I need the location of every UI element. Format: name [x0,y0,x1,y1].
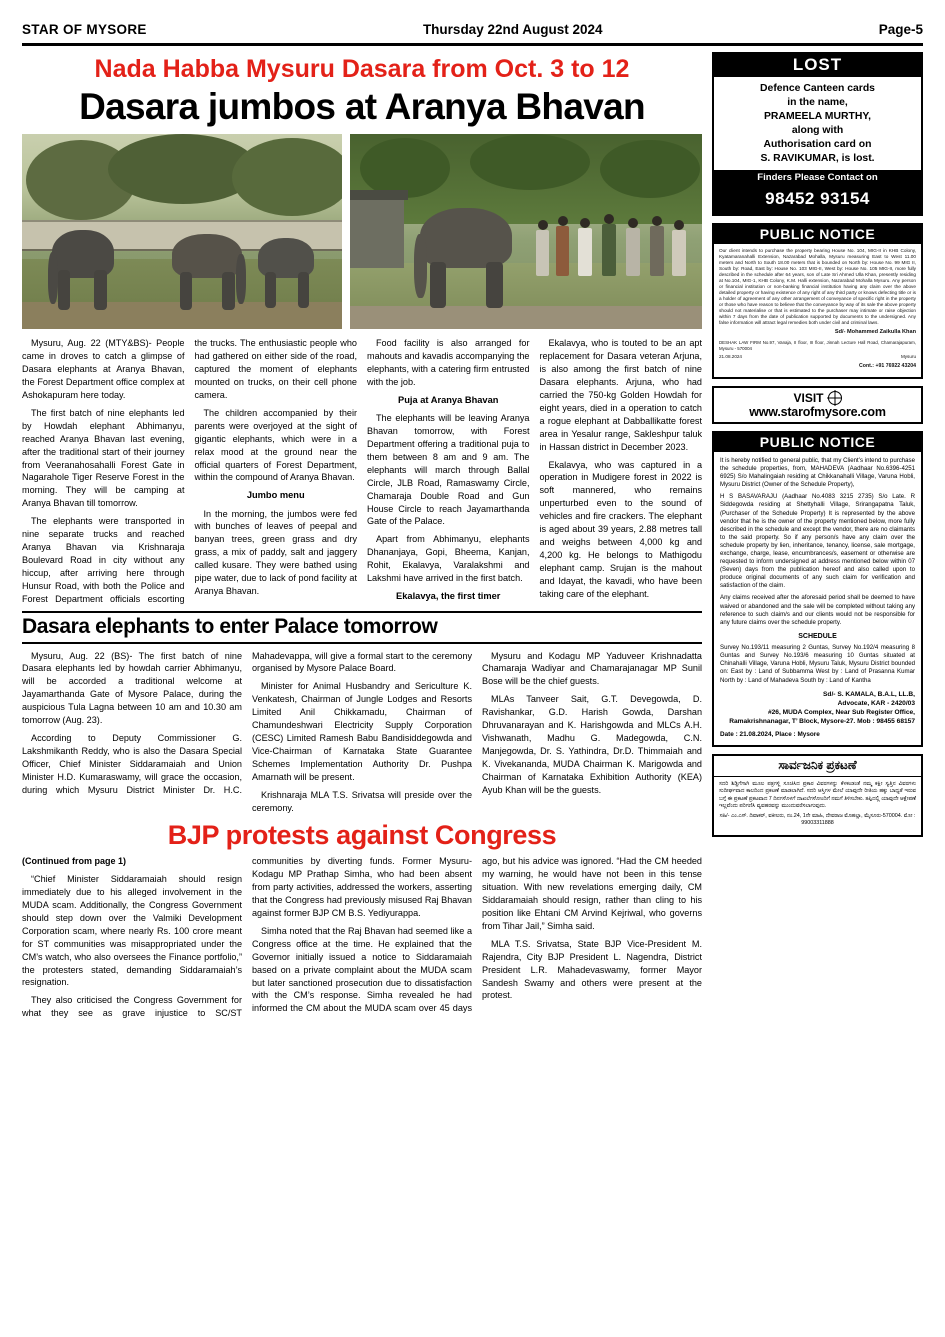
advocate-role: Advocate, KAR - 2420/03 [837,699,915,707]
lost-line: in the name, [787,96,848,108]
lost-title: LOST [714,54,921,77]
kannada-notice-body [714,777,921,835]
photo-elephants-at-compound [22,134,342,329]
paragraph: Mysuru, Aug. 22 (MTY&BS)- People came in droves to catch a glimpse of Dasara elephants at Aranya Bhavan, the Forest Department office complex at Ashokapuram here today. [22,338,185,400]
lost-phone-number[interactable]: 98452 93154 [714,186,921,214]
public-notice-1-body [714,244,921,377]
public-notice-1 [712,223,923,379]
kannada-notice-text: ಸದರಿ ಶಿಡ್ಲಿಗೆಗಾಗಿ ಮೂಲ ಪತ್ರಗಳ್ಲಿ ಸೂಚಿಸಿದ ಪ್ರಕಾರ ವಿವರಗಳನ್ನು ಕೆಳಕಂಡಂತೆ ನಮ್ಮ ಕಕ್ಷೀ ಸ್ವತ್ತಿನ ವಿವರಗಳು ಸುದೀರ್ಘವಾದ ಕಾಲದಿಂದ ಪ್ರಕಟಣೆ ಮಾಡಲಾಗಿದೆ. ಸದರಿ ಆಸ್ತಿಗಳ ಮೇಲೆ ಯಾವುದೇ ರೀತಿಯ ಹಕ್ಕು ಬಾಧ್ಯತೆ ಇರುವ ಬಗ್ಗೆ ಈ ಪ್ರಕಟಣೆ ಪ್ರಕಟವಾದ 7 ದಿನಗಳೊಳಗೆ ದಾಖಲೆಗಳೋಂದಿಗೆ ನಮಗೆ ತಿಳಿಸಬೇಕು. ತಪ್ಪಿದಲ್ಲಿ ಯಾವುದೇ ಆಕ್ಷೇಪಣೆ ಇಲ್ಲವೆಂದು ಪರಿಗಣಿಸಿ ವ್ಯವಹರವನ್ನು ಮುಂದುವರೆಸಲಾಗುವುದು. [719,780,916,809]
continued-from-note: (Continued from page 1) [22,856,126,867]
notice-2-dateline: Date : 21.08.2024, Place : Mysore [720,731,820,739]
paragraph: “Chief Minister Siddaramaiah should resign immediately due to his alleged involvement in the MUDA scam. Additionally, the Congress Government should step down over the Valmiki Development Corporation scam, where nearly Rs. 100 crore meant for ST communities was misappropriated under the CM’s watch, who also oversees the Finance portfolio,” the protesters stated, demanding Siddaramaiah’s resignation. [22,874,242,988]
public-notice-2-body [714,452,921,745]
issue-date: Thursday 22nd August 2024 [422,22,603,37]
paragraph: The first batch of nine elephants led by Howdah elephant Abhimanyu, reached Aranya Bhavan last evening, after the traditional start of their journey from Veeranahosahalli Forest Gate in Nagarahole Tiger Reserve Forest in the morning. They will be camping at Aranya Bhavan till tomorrow. [22,407,185,509]
paragraph: Mysuru and Kodagu MP Yaduveer Krishnadatta Chamaraja Wadiyar and Chamarajanagar MP Sunil Bose will be the chief guests. [482,650,702,687]
paragraph: Krishnaraja MLA T.S. Srivatsa will preside over the ceremony. [252,789,472,813]
paragraph: The elephants will be leaving Aranya Bhavan tomorrow, with Forest Department offering a traditional puja to them between 8 am and 9 am. The elephants will march through Ballal Circle, JLB Road, Ramaswamy Circle, Chamaraja Double Road and Gun House Circle to reach Jayamarthanda Gate of the Palace. [367,413,530,527]
photo-elephant-unloading [350,134,702,329]
schedule-body: Survey No.193/11 measuring 2 Guntas, Survey No.192/4 measuring 8 Guntas and Survey No.193/6 measuring 10 Guntas situated at Chinahalli Village, Varuna Hobli, Mysuru Taluk, Mysuru District bounded on: East by : Land of Subbamma West by : Land of Prasanna Kumar North by : Land of Mahadeva South by : Land of Kantha [720,644,915,684]
public-notice-2 [712,431,923,747]
page-number: Page-5 [878,22,923,37]
lead-article-body [22,337,702,605]
page-body [18,46,927,1020]
advocate-name: Sd/- S. KAMALA, [823,690,876,698]
paragraph: In the morning, the jumbos were fed with bunches of leaves of peepal and banyan trees, green grass and dry grass, a mix of paddy, salt and jaggery called kusare. They were bathed using pipe water, due to lack of pond facility at Aranya Bhavan. [194,508,357,596]
schedule-title: SCHEDULE [798,632,837,640]
paragraph: Minister for Animal Husbandry and Sericulture K. Venkatesh, Chairman of Jungle Lodges and Resorts Limited Anil Chikkamadu, Chairman of Chamundeshwari Electricity Supply Corporation (CESC) Limited Ramesh Babu Bandisiddegowda and Vice-Chairman of Karnataka State Guarantee Schemes Implementation Authority Dr. Pushpa Amarnath will be present. [252,681,472,782]
kannada-notice-signature: ಸಹಿ/- ಎಂ.ಎಸ್. ದಿವಾಕರ್, ವಕೀಲರು, ನಂ.24, 1ನೇ ಮಾಹಿ, ದೇವರಾಜ ಮೊಹಲ್ಲಾ, ಮೈಸೂರು-570004. ಮೋ : 99003311888 [719,813,916,827]
lost-advertisement [712,52,923,216]
notice-after-clause: Any claims received after the aforesaid period shall be deemed to have waived or abandoned and the sale will be completed without taking any reference to such claim/s and our clients would not be responsible for any future claims over the schedule property. [720,594,915,626]
kannada-notice-title: ಸಾರ್ವಜನಿಕ ಪ್ರಕಟಣೆ [714,756,921,777]
third-story-body [22,855,702,1020]
paragraph: Food facility is also arranged for mahouts and kavadis accompanying the elephants, with a catering firm entrusted with the job. [367,338,530,388]
classifieds-column [712,52,923,1020]
notice-intro: It is hereby notified to general public, that my Client’s intend to purchase the schedule properties, from, MAHADEVA (Aadhaar No.6396-4251 6925) S/o Mahalingaiah residing at Chikkanahalli Village, Varuna Hobli, Mysuru District (Owner of the Schedule Property), [720,456,915,489]
advocate-signature [720,690,915,727]
lost-line: Authorisation card on [763,138,872,150]
notice-firm: DESHAK LAW FIRM No.97, Vanaja, II floor, III floor, Jinnah Lecture Hall Road, Chamarajapuram, Mysuru - 570004 [719,339,916,351]
paragraph: Ekalavya, who is touted to be an apt replacement for Dasara veteran Arjuna, is also among the first batch of nine Dasara elephants. Arjuna, who had carried the 750-kg Golden Howdah for eight years, died in a operation to catch a rogue elephant at Dabballikatte forest area in Yesalur range, Sakleshpur taluk in Hassan district in December 2023. [539,338,702,452]
paragraph: Ekalavya, who was captured in a operation in Mudigere forest in 2022 is soft mannered, who remains unperturbed even to the sound of vehicles and fire crackers. The elephant is aged about 39 years, 2.88 metres tall and weighs between 4,000 kg and 4,200 kg. He belongs to Mathigodu elephant camp. Srujan is the mahout and Idayat, the kavadi, who have been taking care of the elephant. [539,459,702,599]
visit-label: VISIT [793,390,824,405]
notice-contact: Cont.: +91 76922 43204 [859,363,916,370]
notice-date: 21.08.2024 [719,354,742,360]
photo-row [22,134,702,329]
website-url[interactable]: www.starofmysore.com [749,404,886,419]
main-content [22,52,702,1020]
third-story-headline: BJP protests against Congress [167,820,557,851]
paragraph: They also criticised the Congress Government for what they see as grave injustice to SC/ST communities by diverting funds. Former Mysuru-Kodagu MP Prathap Simha, who had been absent from party activities, addressed the workers, asserting that the Congress had previously misused Raj Bhavan against former BJP CM B.S. Yediyurappa. [22,856,472,1019]
finder-contact-line: Finders Please Contact on [714,170,921,187]
second-story-body [22,650,702,815]
lost-line: PRAMEELA MURTHY, [764,110,871,122]
lost-line: Defence Canteen cards [760,83,875,94]
paragraph: The children accompanied by their parents were overjoyed at the sight of gigantic elephants, which were in a relax mood at the ground near the official quarters of Forest Department, within the compound of Aranya Bhavan. [194,407,357,483]
lost-line: along with [791,124,844,136]
lead-headline: Dasara jumbos at Aranya Bhavan [79,85,645,127]
paragraph: MLA T.S. Srivatsa, State BJP Vice-President M. Rajendra, City BJP President L. Nagendra, District President L.R. Mahadevaswamy, former Mayor Sandesh Swamy and others were present at the protest. [482,938,702,1001]
paragraph: The elephants were transported in nine separate trucks and reached Aranya Bhavan via Krishnaraja Boulevard Road in city without any hiccup, after arriving here through Hunsur Road, with both the Police and Forest Department officials escorting the trucks. The enthusiastic people who had gathered on either side of the road, captured the moment of elephants mounted on trucks, on their cell phone camera. [22,338,357,604]
website-promo[interactable] [712,386,923,424]
notice-place: Mysuru [900,354,916,360]
subhead-puja: Puja at Aranya Bhavan [398,394,499,405]
advocate-address: #26, MUDA Complex, Near Sub Register Office, Ramakrishnanagar, T’ Block, Mysore-27. Mob : 98455 68157 [729,709,915,726]
subhead-jumbo-menu: Jumbo menu [246,490,305,501]
paragraph: According to Deputy Commissioner G. Lakshmikanth Reddy, who is also the Dasara Special Officer, Chief Minister Siddaramaiah and Union Minister H.D. Kumaraswamy, will grace the occasion, during which Mysuru District Minister Dr. H.C. Mahadevappa, will give a formal start to the ceremony organised by Mysore Palace Board. [22,650,472,795]
subhead-ekalavya: Ekalavya, the first timer [396,590,501,601]
masthead [18,0,927,43]
paragraph: Simha noted that the Raj Bhavan had seemed like a Congress office at the time. He explained that the Governor initially issued a notice to Siddaramaiah based on a private complaint about the MUDA scam but later sanctioned prosecution due to dissatisfaction with the CM’s response. Simha revealed he had informed the CM about the MUDA scam over 45 days ago, but his advice was ignored. “Had the CM heeded my warning, he would have not been in this tense situation. With new revelations emerging daily, CM Siddaramaiah should resign, rather than cling to his position like Ehtani CM Arvind Kejriwal, who governs from Tihar Jail,” Simha said. [252,856,702,1014]
paragraph: MLAs Tanveer Sait, G.T. Devegowda, D. Ravishankar, G.D. Harish Gowda, Darshan Dhruvanarayan and K. Harishgowda and MLCs A.H. Vishwanath, Madhu G. Madegowda, C.N. Manjegowda, Dr. S. Yathindra, Dr.D. Thimmaiah and K. Vivekananda, MUDA Chairman K. Marigowda and Chairman of Karnataka Exhibition Authority (KEA) Ayub Khan will be the guests. [482,694,702,795]
publication-title: STAR OF MYSORE [22,22,147,37]
kannada-public-notice [712,754,923,837]
public-notice-1-title: PUBLIC NOTICE [714,225,921,244]
second-story-headline: Dasara elephants to enter Palace tomorrow [22,611,702,643]
advocate-qualification: B.A.L, LL.B, [877,690,915,698]
lost-body [714,77,921,214]
paragraph: Mysuru, Aug. 22 (BS)- The first batch of nine Dasara elephants led by howdah carrier Abhimanyu, will be accorded a traditional welcome at Jayamarthanda Gate of Mysore Palace, during the auspicious Tula Lagna between 10 am and 10.30 am tomorrow (Aug. 23). [22,650,242,726]
lost-line: S. RAVIKUMAR, is lost. [760,152,875,164]
notice-owner-2: H S BASAVARAJU (Aadhaar No.4083 3215 2735) S/o Late. R Siddegowda residing at Shettyhalli Village, Srirangapatna Taluk, (Purchaser of the Schedule Property) It is represented by the above vendor that he is the owner of the property mentioned below, more fully described in the schedule and except the vendor, there are no claimants to the said property. So if any person/s have any claim over the schedule property by lien, inheritance, tenancy, license, sale mortgage, exchange, charge, lease, encumbrances/s, easement or otherwise are requested to inform undersigned at address mentioned below within 07 (Seven) days from the publication hereof and also called upon to produce original documents of any such claim for verification and satisfaction of the claim. [720,493,915,590]
notice-signature: Sd/- Mohammed Zaikulla Khan [834,329,916,336]
public-notice-2-title: PUBLIC NOTICE [714,433,921,452]
dasara-kicker: Nada Habba Mysuru Dasara from Oct. 3 to 12 [94,55,630,83]
globe-icon [828,391,842,405]
notice-text: Our client intends to purchase the property bearing House No. 104, MIG-II in KHB Colony, Kyatamaranahalli Extension, Nazarabad Mohalla, Mysuru measuring East to West 11.00 meters and North to South 18.00 meters that is bounded on North by: House No. 99 MIG II, South by: Road, East by: House No. 103 MIG-II, West by: House No. 105 MIG-II, more fully described in the schedule after 64 years, son of Late Sri Ahmed Ulla Khan, presently residing at No.104, MIG-1, KHB Colony, K.M. Halli extension, Nazarabad Mohalla Mysuru. Any person or financial institution or non-banking financial institution having any claim over the above detailed property or having existence of any right of any third party or knows defecting title or is a holder of agreement of any other arrangement of conveyance of specific right in the property or those who have reason to believe that the conveyance by way of its sale the above property should not materialise or that is estimated to the purchaser may intimate or raise objection within 7 days from the date of publication supported by documents to the undersigned. Any false information will attract legal remedies both under civil and criminal laws. [719,248,916,326]
paragraph: Apart from Abhimanyu, elephants Dhananjaya, Gopi, Bheema, Kanjan, Rohit, Ekalavya, Varalakshmi and Lakshmi have arrived in the first batch. [367,534,530,584]
